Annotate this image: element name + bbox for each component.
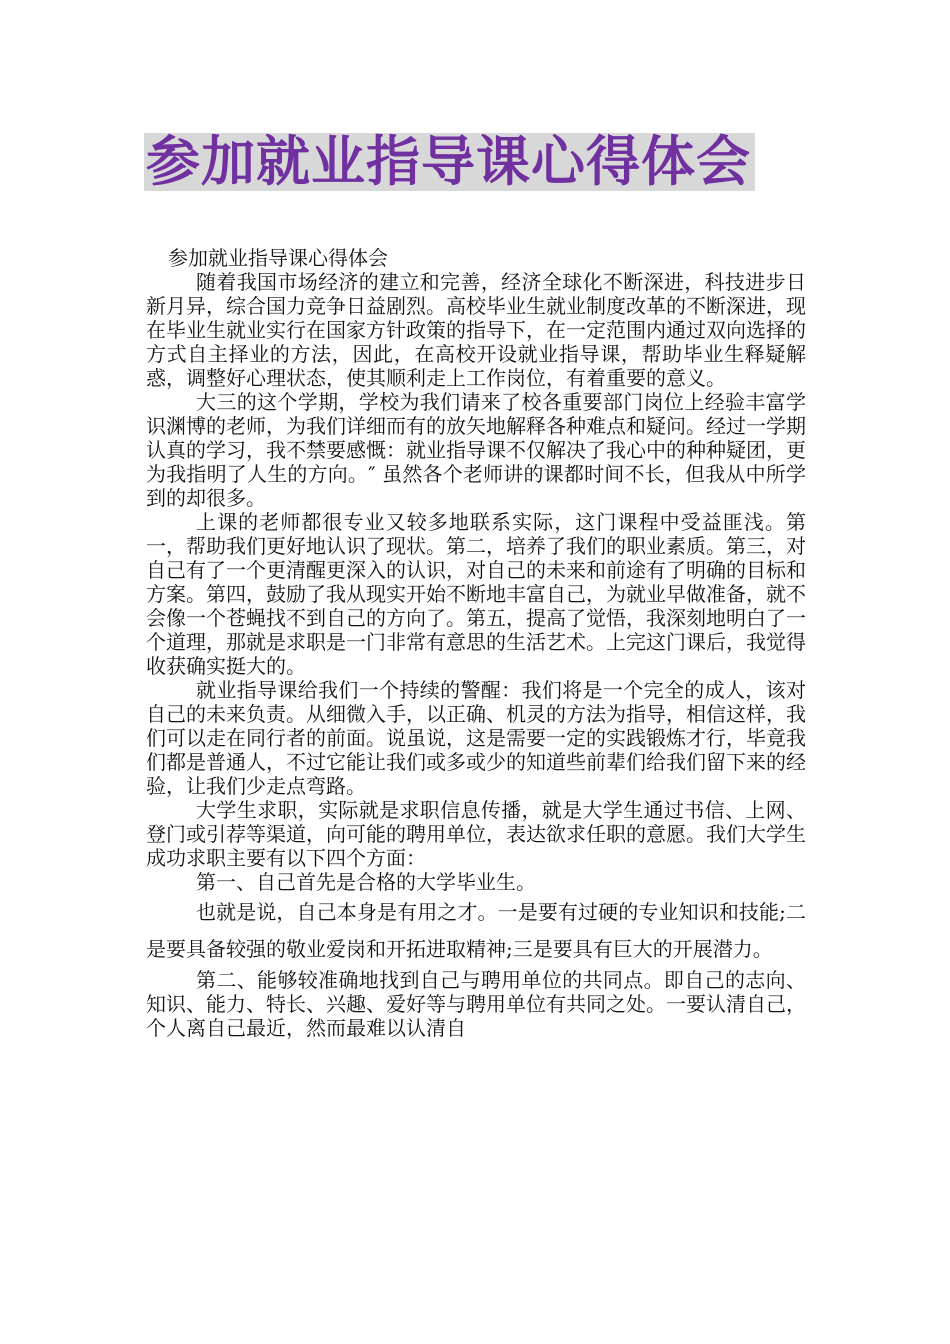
paragraph-7: 也就是说，自己本身是有用之才。一是要有过硬的专业知识和技能;二是要具备较强的敬业爱岗和开拓进取精神;三是要具有巨大的开展潜力。 (146, 900, 806, 961)
paragraph-3: 上课的老师都很专业又较多地联系实际，这门课程中受益匪浅。第一，帮助我们更好地认识了现状。第二，培养了我们的职业素质。第三，对自己有了一个更清醒更深入的认识，对自己的未来和前途有了明确的目标和方案。第四，鼓励了我从现实开始不断地丰富自己，为就业早做准备，就不会像一个苍蝇找不到自己的方向了。第五，提高了觉悟，我深刻地明白了一个道理，那就是求职是一门非常有意思的生活艺术。上完这门课后，我觉得收获确实挺大的。 (146, 510, 806, 678)
document-body (146, 246, 806, 1040)
paragraph-5: 大学生求职，实际就是求职信息传播，就是大学生通过书信、上网、登门或引荐等渠道，向可能的聘用单位，表达欲求任职的意愿。我们大学生成功求职主要有以下四个方面： (146, 798, 806, 870)
paragraph-4: 就业指导课给我们一个持续的警醒：我们将是一个完全的成人，该对自己的未来负责。从细微入手，以正确、机灵的方法为指导，相信这样，我们可以走在同行者的前面。说虽说，这是需要一定的实践锻炼才行，毕竟我们都是普通人，不过它能让我们或多或少的知道些前辈们给我们留下来的经验，让我们少走点弯路。 (146, 678, 806, 798)
paragraph-subtitle: 参加就业指导课心得体会 (168, 246, 388, 270)
paragraph-2: 大三的这个学期，学校为我们请来了校各重要部门岗位上经验丰富学识渊博的老师，为我们详细而有的放矢地解释各种难点和疑问。经过一学期认真的学习，我不禁要感慨：就业指导课不仅解决了我心中的种种疑团，更为我指明了人生的方向。″ 虽然各个老师讲的课都时间不长，但我从中所学到的却很多。 (146, 390, 806, 510)
paragraph-1: 随着我国市场经济的建立和完善，经济全球化不断深进，科技进步日新月异，综合国力竞争日益剧烈。高校毕业生就业制度改革的不断深进，现在毕业生就业实行在国家方针政策的指导下，在一定范围内通过双向选择的方式自主择业的方法，因此，在高校开设就业指导课，帮助毕业生释疑解惑，调整好心理状态，使其顺利走上工作岗位，有着重要的意义。 (146, 270, 806, 390)
paragraph-6: 第一、自己首先是合格的大学毕业生。 (196, 870, 536, 894)
paragraph-8: 第二、能够较准确地找到自己与聘用单位的共同点。即自己的志向、知识、能力、特长、兴趣、爱好等与聘用单位有共同之处。一要认清自己，个人离自己最近，然而最难以认清自 (146, 968, 806, 1040)
document-title: 参加就业指导课心得体会 (144, 133, 755, 191)
